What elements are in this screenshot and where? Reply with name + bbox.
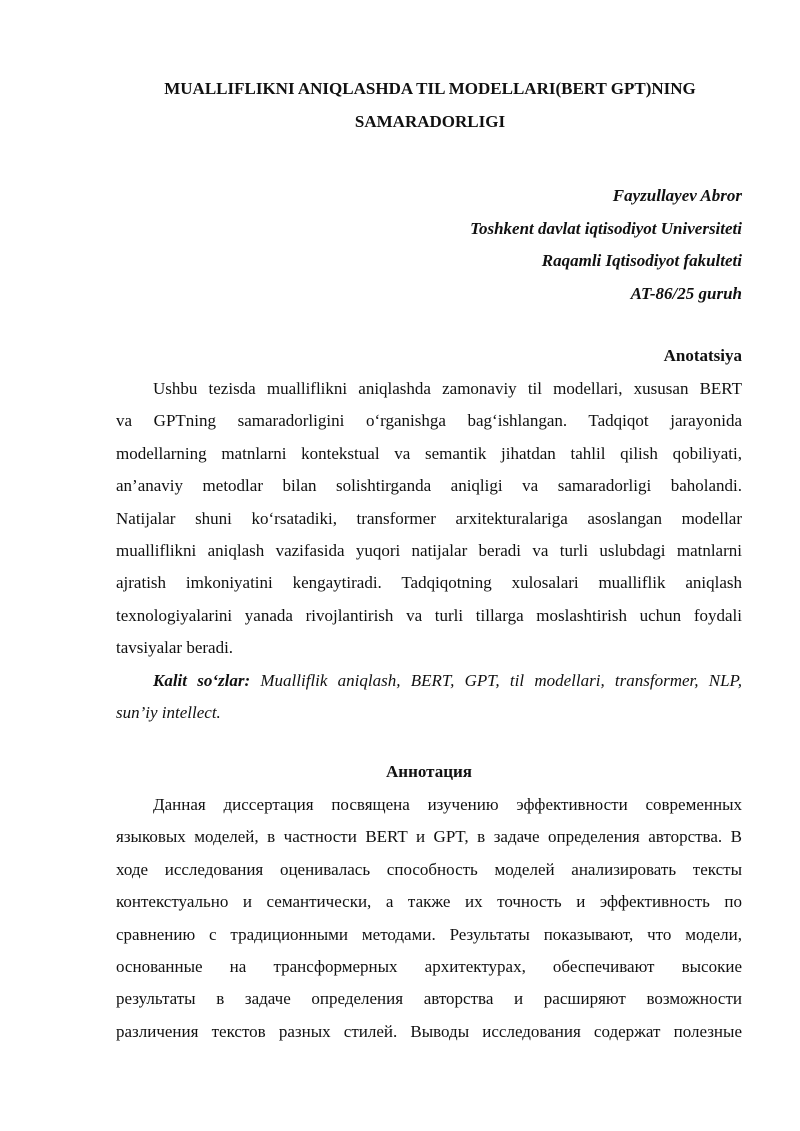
abstract-uz-line: texnologiyalarini yanada rivojlantirish va turli tillarga moslashtirish uchun foydali: [116, 605, 742, 625]
author-info: [470, 180, 742, 310]
keywords-line-1: [116, 665, 742, 697]
abstract-uz-heading: Anotatsiya: [663, 346, 742, 365]
author-group: AT-86/25 guruh: [630, 283, 742, 303]
abstract-uz-line: va GPTning samaradorligini o‘rganishga bag‘ishlangan. Tadqiqot jarayonida: [116, 411, 742, 431]
title-line-2: SAMARADORLIGI: [354, 112, 506, 131]
abstract-ru-line: языковых моделей, в частности BERT и GPT, в задаче определения авторства. В: [116, 827, 742, 847]
abstract-uz-line: Natijalar shuni ko‘rsatadiki, transformer arxitekturalariga asoslangan modellar: [116, 508, 742, 528]
abstract-ru-line: Данная диссертация посвящена изучению эффективности современных: [153, 795, 742, 814]
abstract-uz-line: an’anaviy metodlar bilan solishtirganda aniqligi va samaradorligi baholandi.: [116, 476, 742, 496]
author-faculty: Raqamli Iqtisodiyot fakulteti: [541, 251, 742, 270]
abstract-uz-body: [116, 373, 742, 665]
abstract-ru-line: контекстуально и семантически, а также их точность и эффективность по: [116, 892, 742, 912]
abstract-uz-line: mualliflikni aniqlash vazifasida yuqori natijalar beradi va turli uslubdagi matnlarni: [116, 541, 742, 561]
abstract-ru-body: [116, 789, 742, 1048]
author-university: Toshkent davlat iqtisodiyot Universiteti: [470, 218, 742, 238]
keywords-label: Kalit so‘zlar:: [153, 671, 251, 690]
keywords: [116, 665, 742, 730]
abstract-ru-line: ходе исследования оценивалась способность моделей анализировать тексты: [116, 859, 742, 879]
abstract-uz-line: tavsiyalar beradi.: [116, 638, 234, 658]
abstract-ru-line: результаты в задаче определения авторства и расширяют возможности: [116, 989, 742, 1009]
keywords-text-1: Mualliflik aniqlash, BERT, GPT, til modellari, transformer, NLP,: [250, 671, 743, 690]
title-line-1: MUALLIFLIKNI ANIQLASHDA TIL MODELLARI(BERT GPT)NING: [164, 79, 696, 98]
abstract-ru-line: основанные на трансформерных архитектурах, обеспечивают высокие: [116, 957, 742, 977]
keywords-text-2: sun’iy intellect.: [116, 703, 221, 723]
abstract-uz-line: ajratish imkoniyatini kengaytiradi. Tadqiqotning xulosalari mualliflik aniqlash: [116, 573, 742, 593]
author-name: Fayzullayev Abror: [612, 186, 742, 205]
abstract-ru-heading: Аннотация: [386, 762, 472, 781]
document-title: [100, 72, 760, 138]
abstract-uz-line: Ushbu tezisda mualliflikni aniqlashda zamonaviy til modellari, xususan BERT: [153, 379, 742, 398]
abstract-ru-line: различения текстов разных стилей. Выводы исследования содержат полезные: [116, 1021, 742, 1041]
abstract-uz-line: modellarning matnlarni kontekstual va semantik jihatdan tahlil qilish qobiliyati,: [116, 443, 742, 463]
abstract-ru-line: сравнению с традиционными методами. Результаты показывают, что модели,: [116, 924, 742, 944]
